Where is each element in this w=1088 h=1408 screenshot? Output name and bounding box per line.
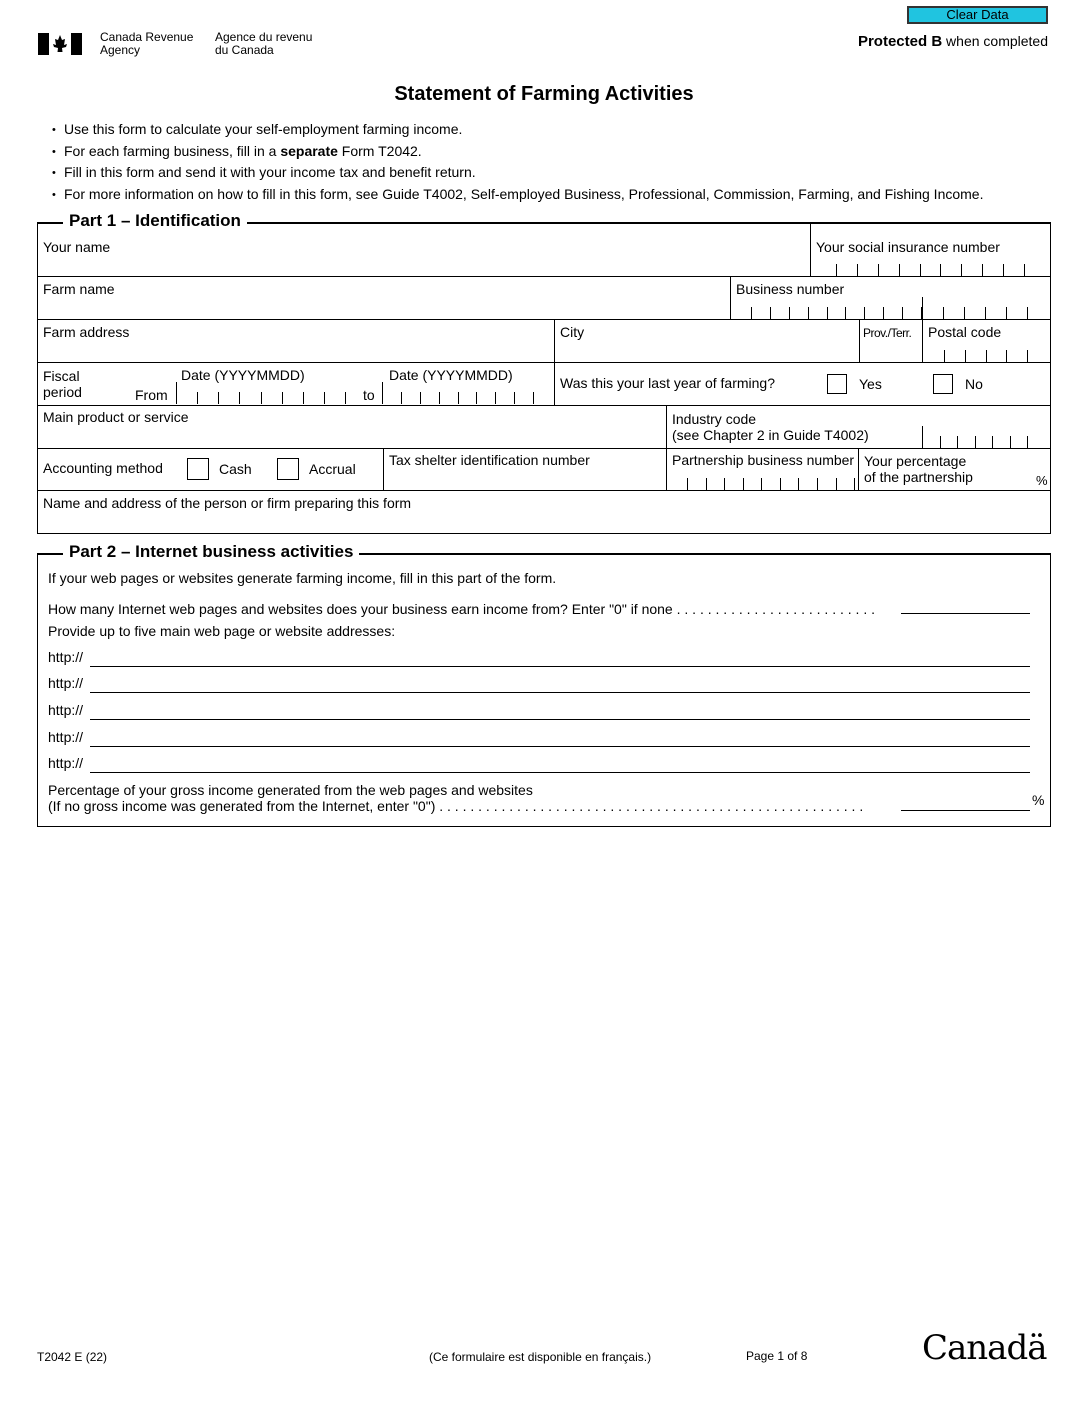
to-date-field[interactable] [382,392,534,404]
internet-pct-field[interactable] [901,810,1030,811]
partnership-pct-label-2: of the partnership [864,469,973,485]
page-number: Page 1 of 8 [746,1349,808,1363]
from-date-field[interactable] [176,392,346,404]
instruction-item: • Use this form to calculate your self-employment farming income. [50,120,983,142]
period-label: period [43,384,82,400]
clear-data-button[interactable]: Clear Data [907,6,1048,24]
canada-wordmark: Canadä [922,1328,1047,1368]
fiscal-label: Fiscal [43,368,80,384]
cash-checkbox[interactable] [187,458,209,480]
provide-addresses-label: Provide up to five main web page or website addresses: [48,623,396,639]
last-year-yes-checkbox[interactable] [827,374,847,394]
tax-shelter-field[interactable] [390,470,660,486]
internet-pct-label-1: Percentage of your gross income generated from the web pages and websites [48,782,533,798]
percent-sign: % [1032,792,1045,808]
agency-name-en: Canada Revenue Agency [100,30,194,57]
city-label: City [560,324,585,340]
cash-label: Cash [219,461,252,477]
http-prefix: http:// [48,675,84,691]
industry-code-field[interactable] [922,436,1028,448]
business-number-label: Business number [736,281,845,297]
website-count-label: How many Internet web pages and websites does your business earn income from? Enter "0" if none . . . . . . . . . . . . . . . . . . . . . . . . . . [48,601,875,617]
accounting-method-label: Accounting method [43,460,163,476]
website-address-field-2[interactable] [90,692,1030,693]
part1-title: Part 1 – Identification [63,211,247,231]
accrual-label: Accrual [309,461,356,477]
preparer-label: Name and address of the person or firm preparing this form [43,495,412,511]
to-date-format-label: Date (YYYYMMDD) [389,367,513,383]
internet-pct-label-2: (If no gross income was generated from the Internet, enter "0") . . . . . . . . . . . . . . . . . . . . . . . . . . . . . . . . . . . . . . . . . . . . . . . . . . . . . . . [48,798,864,814]
your-name-label: Your name [43,239,111,255]
accrual-checkbox[interactable] [277,458,299,480]
no-label: No [965,376,983,392]
partnership-bn-field[interactable] [687,478,855,490]
website-address-field-1[interactable] [90,666,1030,667]
partnership-bn-label: Partnership business number [672,452,855,468]
part2-title: Part 2 – Internet business activities [63,542,359,562]
website-address-field-4[interactable] [90,746,1030,747]
main-product-field[interactable] [44,428,660,444]
percent-sign: % [1036,473,1048,488]
farm-address-field[interactable] [44,342,549,358]
postal-code-label: Postal code [928,324,1002,340]
website-address-field-3[interactable] [90,719,1030,720]
industry-code-note: (see Chapter 2 in Guide T4002) [672,427,869,443]
website-address-field-5[interactable] [90,772,1030,773]
http-prefix: http:// [48,702,84,718]
http-prefix: http:// [48,755,84,771]
partnership-pct-label-1: Your percentage [864,453,967,469]
part2-intro: If your web pages or websites generate farming income, fill in this part of the form. [48,570,557,586]
prov-label: Prov./Terr. [863,326,912,340]
to-label: to [363,387,375,403]
http-prefix: http:// [48,649,84,665]
instructions-list [50,120,983,206]
instruction-item: • Fill in this form and send it with your income tax and benefit return. [50,163,983,185]
from-date-format-label: Date (YYYYMMDD) [181,367,305,383]
industry-code-label: Industry code [672,411,757,427]
farm-address-label: Farm address [43,324,130,340]
main-product-label: Main product or service [43,409,189,425]
last-year-question: Was this your last year of farming? [560,375,776,391]
your-name-field[interactable] [44,258,804,274]
tax-shelter-label: Tax shelter identification number [389,452,590,468]
business-number-field[interactable] [751,307,922,319]
sin-label: Your social insurance number [816,239,1000,255]
instruction-item: • For each farming business, fill in a separate Form T2042. [50,142,983,164]
farm-name-label: Farm name [43,281,115,297]
french-availability-note: (Ce formulaire est disponible en français.) [429,1350,652,1364]
instruction-item: • For more information on how to fill in this form, see Guide T4002, Self-employed Business, Professional, Commission, Farming, and Fishing Income. [50,185,983,207]
city-field[interactable] [561,342,853,358]
from-label: From [135,387,168,403]
business-number-suffix-field[interactable] [922,307,1028,319]
page-title: Statement of Farming Activities [394,83,694,105]
postal-code-field[interactable] [944,350,1028,362]
yes-label: Yes [859,376,882,392]
preparer-field[interactable] [44,513,1044,529]
protected-b-label: Protected B when completed [857,33,1048,50]
prov-field[interactable] [862,342,920,358]
website-count-field[interactable] [901,613,1030,614]
form-id: T2042 E (22) [37,1350,108,1364]
agency-name-fr: Agence du revenu du Canada [215,30,313,57]
canada-flag-icon [38,32,82,56]
http-prefix: http:// [48,729,84,745]
last-year-no-checkbox[interactable] [933,374,953,394]
sin-field[interactable] [836,264,1025,276]
partnership-pct-field[interactable] [980,470,1030,486]
farm-name-field[interactable] [44,300,724,316]
